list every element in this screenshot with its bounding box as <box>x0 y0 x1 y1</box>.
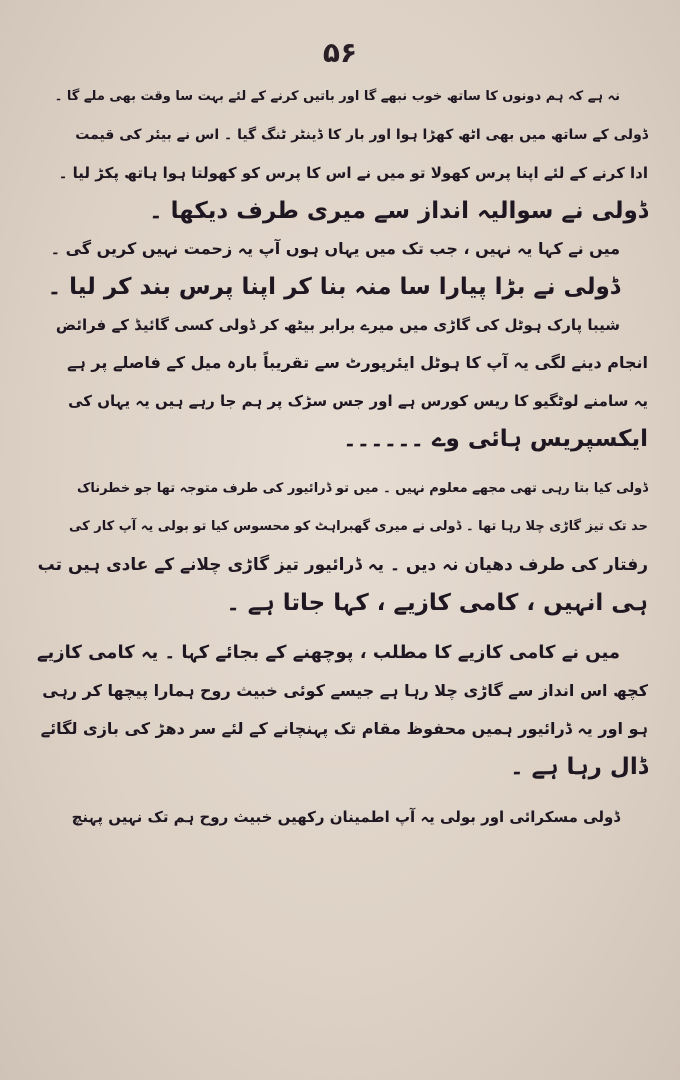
text-line: انجام دینے لگی یہ آپ کا ہوٹل ایئرپورٹ سے تقریباً بارہ میل کے فاصلے پر ہے <box>67 353 648 372</box>
page-number: ۵۶ <box>322 36 358 69</box>
body-text <box>36 78 648 836</box>
text-line: نہ ہے کہ ہم دونوں کا ساتھ خوب نبھے گا اور باتیں کرنے کے لئے بہت سا وقت بھی ملے گا ۔ <box>54 89 620 104</box>
text-line: کچھ اس انداز سے گاڑی چلا رہا ہے جیسے کوئی خبیث روح ہمارا پیچھا کر رہی <box>42 681 648 700</box>
text-line: یہ سامنے لوٹگیو کا ریس کورس ہے اور جس سڑک پر ہم جا رہے ہیں یہ یہاں کی <box>68 392 648 410</box>
text-line: ڈولی کے ساتھ میں بھی اٹھ کھڑا ہوا اور بار کا ڈینٹر ٹنگ گیا ۔ اس نے بیئر کی قیمت <box>75 127 648 143</box>
text-line: میں نے کہا یہ نہیں ، جب تک میں یہاں ہوں آپ یہ زحمت نہیں کریں گی ۔ <box>50 239 620 258</box>
text-line: ڈولی کیا بتا رہی تھی مجھے معلوم نہیں ۔ میں تو ڈرائیور کی طرف متوجہ تھا جو خطرناک <box>77 481 648 496</box>
text-line: ڈال رہا ہے ۔ <box>510 754 648 780</box>
text-line: ڈولی مسکرائی اور بولی یہ آپ اطمینان رکھیں خبیث روح ہم تک نہیں پہنچ <box>71 808 620 826</box>
text-line: ہی انہیں ، کامی کازیے ، کہا جاتا ہے ۔ <box>226 590 648 616</box>
text-line: رفتار کی طرف دھیان نہ دیں ۔ یہ ڈرائیور تیز گاڑی چلانے کے عادی ہیں تب <box>37 555 648 575</box>
text-line: شیبا پارک ہوٹل کی گاڑی میں میرے برابر بیٹھ کر ڈولی کسی گائیڈ کے فرائض <box>55 316 620 334</box>
text-line: ادا کرنے کے لئے اپنا پرس کھولا تو میں نے اس کا پرس کو کھولتا ہوا ہاتھ پکڑ لیا ۔ <box>58 164 648 182</box>
text-line: میں نے کامی کازیے کا مطلب ، پوچھنے کے بجائے کہا ۔ یہ کامی کازیے <box>36 642 620 663</box>
text-line: ڈولی نے سوالیہ انداز سے میری طرف دیکھا ۔ <box>149 198 648 224</box>
text-line: ڈولی نے بڑا پیارا سا منہ بنا کر اپنا پرس بند کر لیا ۔ <box>47 274 620 300</box>
text-line: ایکسپریس ہائی وے ۔۔۔۔۔۔ <box>343 426 648 452</box>
text-line: حد تک تیز گاڑی چلا رہا تھا ۔ ڈولی نے میری گھبراہٹ کو محسوس کیا تو بولی یہ آپ کار کی <box>69 519 648 534</box>
text-line: ہو اور یہ ڈرائیور ہمیں محفوظ مقام تک پہنچانے کے لئے سر دھڑ کی بازی لگائے <box>40 719 648 738</box>
